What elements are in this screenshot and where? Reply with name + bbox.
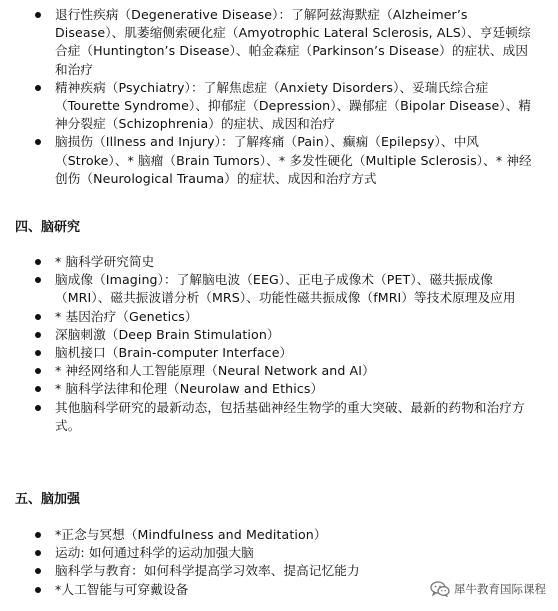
bullet-icon bbox=[35, 12, 41, 18]
list-item: * 脑科学法律和伦理（Neurolaw and Ethics） bbox=[0, 380, 558, 398]
list-item: 退行性疾病（Degenerative Disease）：了解阿兹海默症（Alzheimer’s Disease）、肌萎缩侧索硬化症（Amyotrophic Lateral Sclerosis, ALS）、亨廷顿综合症（Huntington’s Disease）、帕金森症（Parkinson’s Disease）的症状、成因和治疗 bbox=[0, 6, 558, 79]
bullet-icon bbox=[35, 386, 41, 392]
bullet-icon bbox=[35, 259, 41, 265]
list-item: * 脑科学研究简史 bbox=[0, 253, 558, 271]
list-item: * 神经网络和人工智能原理（Neural Network and AI） bbox=[0, 362, 558, 380]
bullet-icon bbox=[35, 532, 41, 538]
bullet-icon bbox=[35, 550, 41, 556]
list-item: 脑机接口（Brain-computer Interface） bbox=[0, 344, 558, 362]
list-item: 深脑刺激（Deep Brain Stimulation） bbox=[0, 326, 558, 344]
section4-title: 四、脑研究 bbox=[15, 220, 81, 235]
bullet-icon bbox=[35, 350, 41, 356]
list-item: 其他脑科学研究的最新动态，包括基础神经生物学的重大突破、最新的药物和治疗方式。 bbox=[0, 399, 558, 435]
list-item: *人工智能与可穿戴设备 bbox=[0, 581, 558, 599]
bullet-icon bbox=[35, 405, 41, 411]
list-item: 运动: 如何通过科学的运动加强大脑 bbox=[0, 544, 558, 562]
bullet-icon bbox=[35, 368, 41, 374]
watermark-text: 犀牛教育国际课程 bbox=[454, 582, 546, 596]
bullet-icon bbox=[35, 314, 41, 320]
bullet-icon bbox=[35, 587, 41, 593]
section4-list bbox=[0, 253, 558, 435]
bullet-icon bbox=[35, 85, 41, 91]
bullet-icon bbox=[35, 139, 41, 145]
list-item: 脑损伤（Illness and Injury）：了解疼痛（Pain）、癫痫（Epilepsy）、中风（Stroke）、* 脑瘤（Brain Tumors）、* 多发性硬化（Multiple Sclerosis）、* 神经创伤（Neurological Trauma）的症状、成因和治疗方式 bbox=[0, 133, 558, 188]
list-item: 脑成像（Imaging）：了解脑电波（EEG）、正电子成像术（PET）、磁共振成像（MRI）、磁共振波谱分析（MRS）、功能性磁共振成像（fMRI）等技术原理及应用 bbox=[0, 271, 558, 307]
watermark bbox=[430, 579, 546, 599]
wechat-icon bbox=[430, 581, 450, 597]
section5-title: 五、脑加强 bbox=[15, 492, 81, 507]
list-item: 精神疾病（Psychiatry）：了解焦虑症（Anxiety Disorders）、妥瑞氏综合症（Tourette Syndrome）、抑郁症（Depression）、躁郁症（Bipolar Disease）、精神分裂症（Schizophrenia）的症状、成因和治疗 bbox=[0, 79, 558, 134]
list-item: * 基因治疗（Genetics） bbox=[0, 308, 558, 326]
bullet-icon bbox=[35, 332, 41, 338]
section3-list bbox=[0, 6, 558, 188]
bullet-icon bbox=[35, 277, 41, 283]
list-item: *正念与冥想（Mindfulness and Meditation） bbox=[0, 526, 558, 544]
list-item: 脑科学与教育：如何科学提高学习效率、提高记忆能力 bbox=[0, 562, 558, 580]
bullet-icon bbox=[35, 568, 41, 574]
